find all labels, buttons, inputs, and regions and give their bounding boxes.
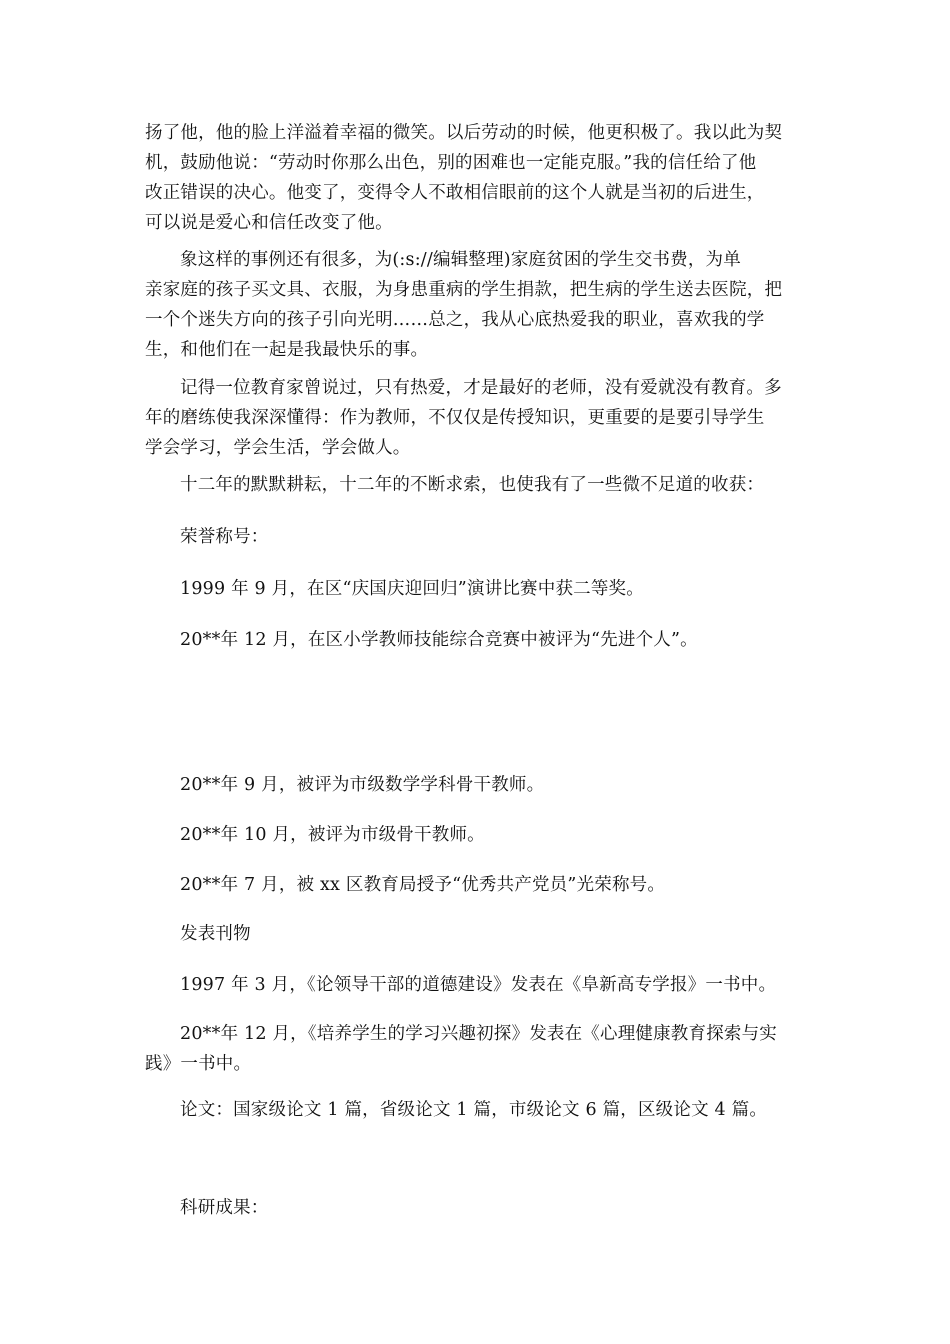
text-line: 20**年 12 月，《培养学生的学习兴趣初探》发表在《心理健康教育探索与实	[180, 1024, 778, 1044]
text-line: 象这样的事例还有很多，为(:s://编辑整理)家庭贫困的学生交书费，为单	[180, 250, 741, 270]
publication-item	[145, 970, 815, 1000]
honor-item	[145, 870, 815, 900]
text-line: 科研成果：	[180, 1198, 269, 1218]
text-line: 年的磨练使我深深懂得：作为教师，不仅仅是传授知识，更重要的是要引导学生	[145, 408, 765, 428]
text-line: 亲家庭的孩子买文具、衣服，为身患重病的学生捐款，把生病的学生送去医院，把	[145, 280, 783, 300]
text-line: 20**年 7 月，被 xx 区教育局授予“优秀共产党员”光荣称号。	[180, 875, 666, 895]
text-line: 1997 年 3 月，《论领导干部的道德建设》发表在《阜新高专学报》一书中。	[180, 975, 777, 995]
text-line: 生，和他们在一起是我最快乐的事。	[145, 340, 429, 360]
honor-item	[145, 820, 815, 850]
paragraph-harvest-intro	[145, 470, 815, 500]
honor-item	[145, 770, 815, 800]
paragraph-examples	[145, 245, 815, 365]
text-line: 十二年的默默耕耘，十二年的不断求索，也使我有了一些微不足道的收获：	[180, 475, 765, 495]
text-line: 20**年 9 月，被评为市级数学学科骨干教师。	[180, 775, 545, 795]
text-line: 学会学习，学会生活，学会做人。	[145, 438, 411, 458]
papers-summary	[145, 1095, 815, 1125]
honor-item	[145, 574, 815, 604]
text-line: 20**年 12 月，在区小学教师技能综合竞赛中被评为“先进个人”。	[180, 630, 698, 650]
text-line: 可以说是爱心和信任改变了他。	[145, 213, 393, 233]
text-line: 发表刊物	[180, 924, 251, 944]
text-line: 20**年 10 月，被评为市级骨干教师。	[180, 825, 485, 845]
text-line: 记得一位教育家曾说过，只有热爱，才是最好的老师，没有爱就没有教育。多	[180, 378, 782, 398]
heading-honors	[145, 522, 815, 552]
text-line: 扬了他，他的脸上洋溢着幸福的微笑。以后劳动的时候，他更积极了。我以此为契	[145, 123, 783, 143]
text-line: 改正错误的决心。他变了，变得令人不敢相信眼前的这个人就是当初的后进生，	[145, 183, 765, 203]
text-line: 机，鼓励他说：“劳动时你那么出色，别的困难也一定能克服。”我的信任给了他	[145, 153, 757, 173]
heading-research	[145, 1193, 815, 1223]
paragraph-educator-quote	[145, 373, 815, 463]
heading-publications	[145, 919, 815, 949]
text-line: 荣誉称号：	[180, 527, 269, 547]
honor-item	[145, 625, 815, 655]
text-line: 1999 年 9 月，在区“庆国庆迎回归”演讲比赛中获二等奖。	[180, 579, 644, 599]
text-line: 践》一书中。	[145, 1054, 252, 1074]
paragraph-trust-story	[145, 118, 815, 238]
publication-item	[145, 1019, 815, 1079]
text-line: 一个个迷失方向的孩子引向光明……总之，我从心底热爱我的职业，喜欢我的学	[145, 310, 765, 330]
text-line: 论文：国家级论文 1 篇，省级论文 1 篇，市级论文 6 篇，区级论文 4 篇。	[180, 1100, 768, 1120]
